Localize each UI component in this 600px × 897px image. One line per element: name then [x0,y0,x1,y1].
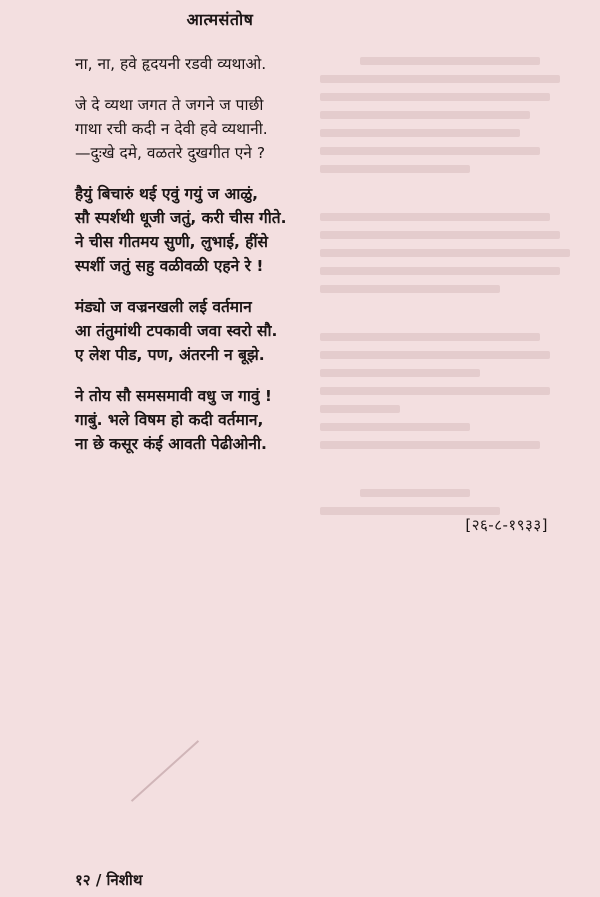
poem-line: ना, ना, हवे हृदयनी रडवी व्यथाओ. [75,55,267,73]
poem-line: गाबुं. भले विषम हो कदी वर्तमान, [75,411,264,429]
poem-body [75,52,455,473]
poem-date: [२६-८-१९३३] [465,516,548,534]
poem-title: आत्मसंतोष [186,10,254,29]
poem-line: आ तंतुमांथी टपकावी जवा स्वरो सौ. [75,322,278,340]
poem-line: स्पर्शी जतुं सहु वळीवळी एहने रे ! [75,257,264,275]
poem-line: ने तोय सौ समसमावी वधु ज गावुं ! [75,387,272,405]
poem-line: सौ स्पर्शथी धूजी जतुं, करी चीस गीते. [75,209,287,227]
poem-line: गाथा रची कदी न देवी हवे व्यथानी. [75,120,268,138]
poem-line: मंड्यो ज वज्रनखली लई वर्तमान [75,298,252,316]
poem-line: हैयुं बिचारुं थई एवुं गयुं ज आळुं, [75,185,259,203]
poem-line: जे दे व्यथा जगत ते जगने ज पाछी [75,96,264,114]
paper-crease [131,740,199,802]
stanza [75,52,455,76]
stanza [75,295,455,367]
poem-line: ने चीस गीतमय सुणी, लुभाई, हींसे [75,233,268,251]
stanza [75,93,455,165]
stanza [75,182,455,278]
poem-line: ए लेश पीड, पण, अंतरनी न बूझे. [75,346,265,364]
poem-line: —दुःखे दमे, वळतरे दुखगीत एने ? [75,144,266,162]
page-footer: १२ / निशीथ [75,871,143,889]
poem-line: ना छे कसूर कंई आवती पेढीओनी. [75,435,267,453]
stanza [75,384,455,456]
